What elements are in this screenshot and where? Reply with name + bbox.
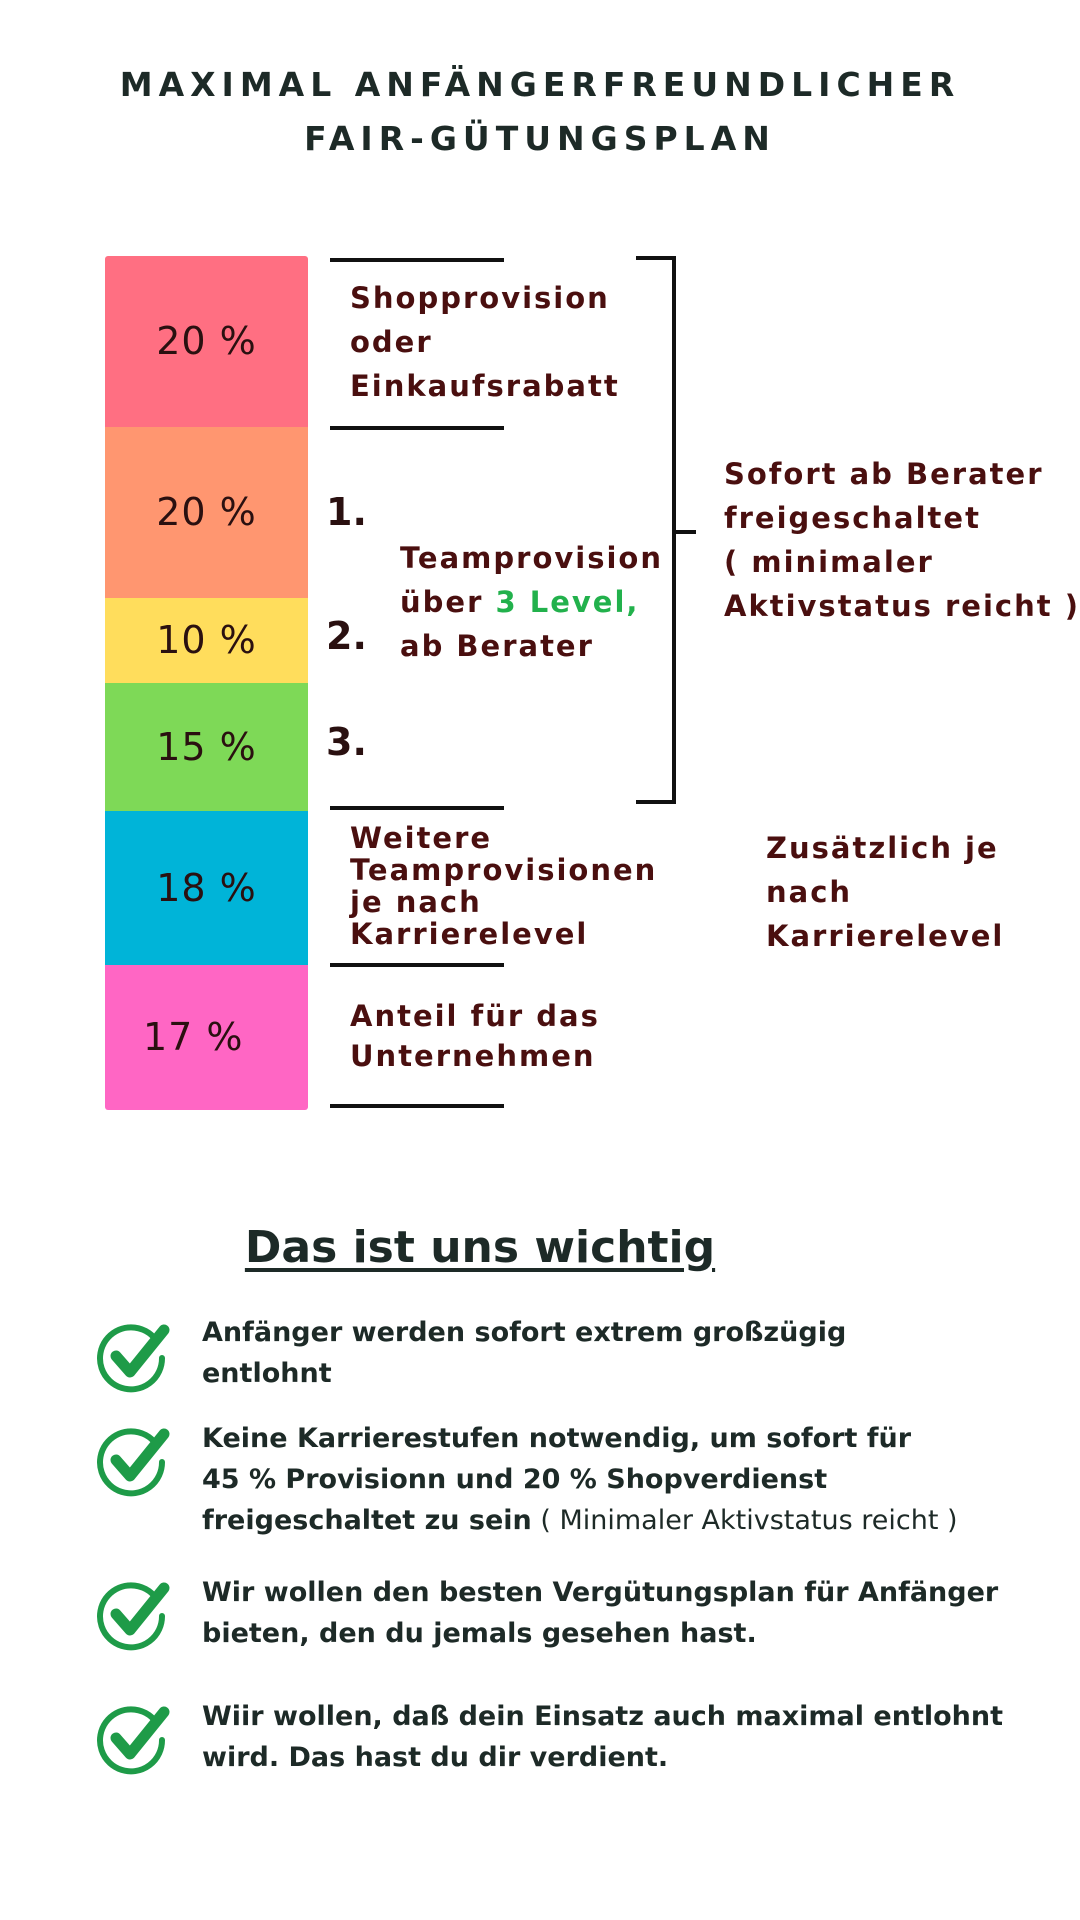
- bar-segment-label: 20 %: [156, 490, 257, 535]
- benefit-line: Anfänger werden sofort extrem großzügig: [202, 1317, 847, 1348]
- benefit-line: Wiir wollen, daß dein Einsatz auch maximal entlohnt: [202, 1701, 1004, 1732]
- bar-segment-2: [105, 427, 308, 598]
- bar-segment-label: 10 %: [156, 618, 257, 663]
- check-circle-icon: [94, 1576, 172, 1654]
- check-circle-icon: [94, 1422, 172, 1500]
- benefit-line: wird. Das hast du dir verdient.: [202, 1742, 669, 1773]
- benefit-line: entlohnt: [202, 1358, 332, 1389]
- bar-segment-label: 17 %: [143, 1015, 244, 1060]
- bar-segment-4: [105, 683, 308, 811]
- check-circle-icon: [94, 1700, 172, 1778]
- team-highlight: 3 Level,: [495, 585, 640, 619]
- bar-segment-6: [105, 965, 308, 1110]
- divider-line: [330, 806, 504, 810]
- bar-segment-label: 18 %: [156, 865, 257, 910]
- benefit-item: [202, 1696, 1022, 1778]
- benefit-item: [202, 1418, 1022, 1541]
- unlock-label: Sofort ab Berater freigeschaltet ( minimaler Aktivstatus reicht ): [724, 457, 1080, 623]
- level-3-number: 3.: [326, 720, 367, 764]
- benefit-line: bieten, den du jemals gesehen hast.: [202, 1618, 757, 1649]
- title-line-2: FAIR-GÜTUNGSPLAN: [304, 119, 776, 158]
- bar-segment-3: [105, 598, 308, 683]
- additional-label: Zusätzlich je nach Karrierelevel: [766, 831, 1005, 953]
- bar-segment-label: 20 %: [156, 319, 257, 364]
- page-title: [0, 58, 1080, 166]
- benefit-line: Wir wollen den besten Vergütungsplan für Anfänger: [202, 1577, 999, 1608]
- shop-label: Shopprovision oder Einkaufsrabatt: [350, 281, 620, 403]
- benefit-item: [202, 1572, 1022, 1654]
- title-line-1: MAXIMAL ANFÄNGERFREUNDLICHER: [119, 65, 961, 104]
- divider-line: [330, 1104, 504, 1108]
- section-title: Das ist uns wichtig: [244, 1222, 716, 1273]
- level-2-number: 2.: [326, 614, 367, 658]
- further-label: Weitere Teamprovisionen je nach Karrierelevel: [350, 821, 658, 951]
- benefit-item: [202, 1312, 1022, 1394]
- divider-line: [330, 426, 504, 430]
- benefit-line: freigeschaltet zu sein ( Minimaler Aktivstatus reicht ): [202, 1505, 958, 1536]
- level-1-number: 1.: [326, 490, 367, 534]
- benefit-note: ( Minimaler Aktivstatus reicht ): [531, 1505, 958, 1536]
- team-label: Teamprovision über 3 Level, ab Berater: [400, 541, 663, 663]
- company-label: Anteil für das Unternehmen: [350, 999, 600, 1073]
- bracket: [636, 256, 676, 804]
- divider-line: [330, 963, 504, 967]
- bar-segment-1: [105, 256, 308, 427]
- divider-line: [330, 258, 504, 262]
- bar-segment-5: [105, 811, 308, 965]
- bar-segment-label: 15 %: [156, 725, 257, 770]
- bracket-tick: [676, 530, 696, 534]
- check-circle-icon: [94, 1318, 172, 1396]
- benefit-line: 45 % Provisionn und 20 % Shopverdienst: [202, 1464, 828, 1495]
- benefit-line: Keine Karrierestufen notwendig, um sofort für: [202, 1423, 912, 1454]
